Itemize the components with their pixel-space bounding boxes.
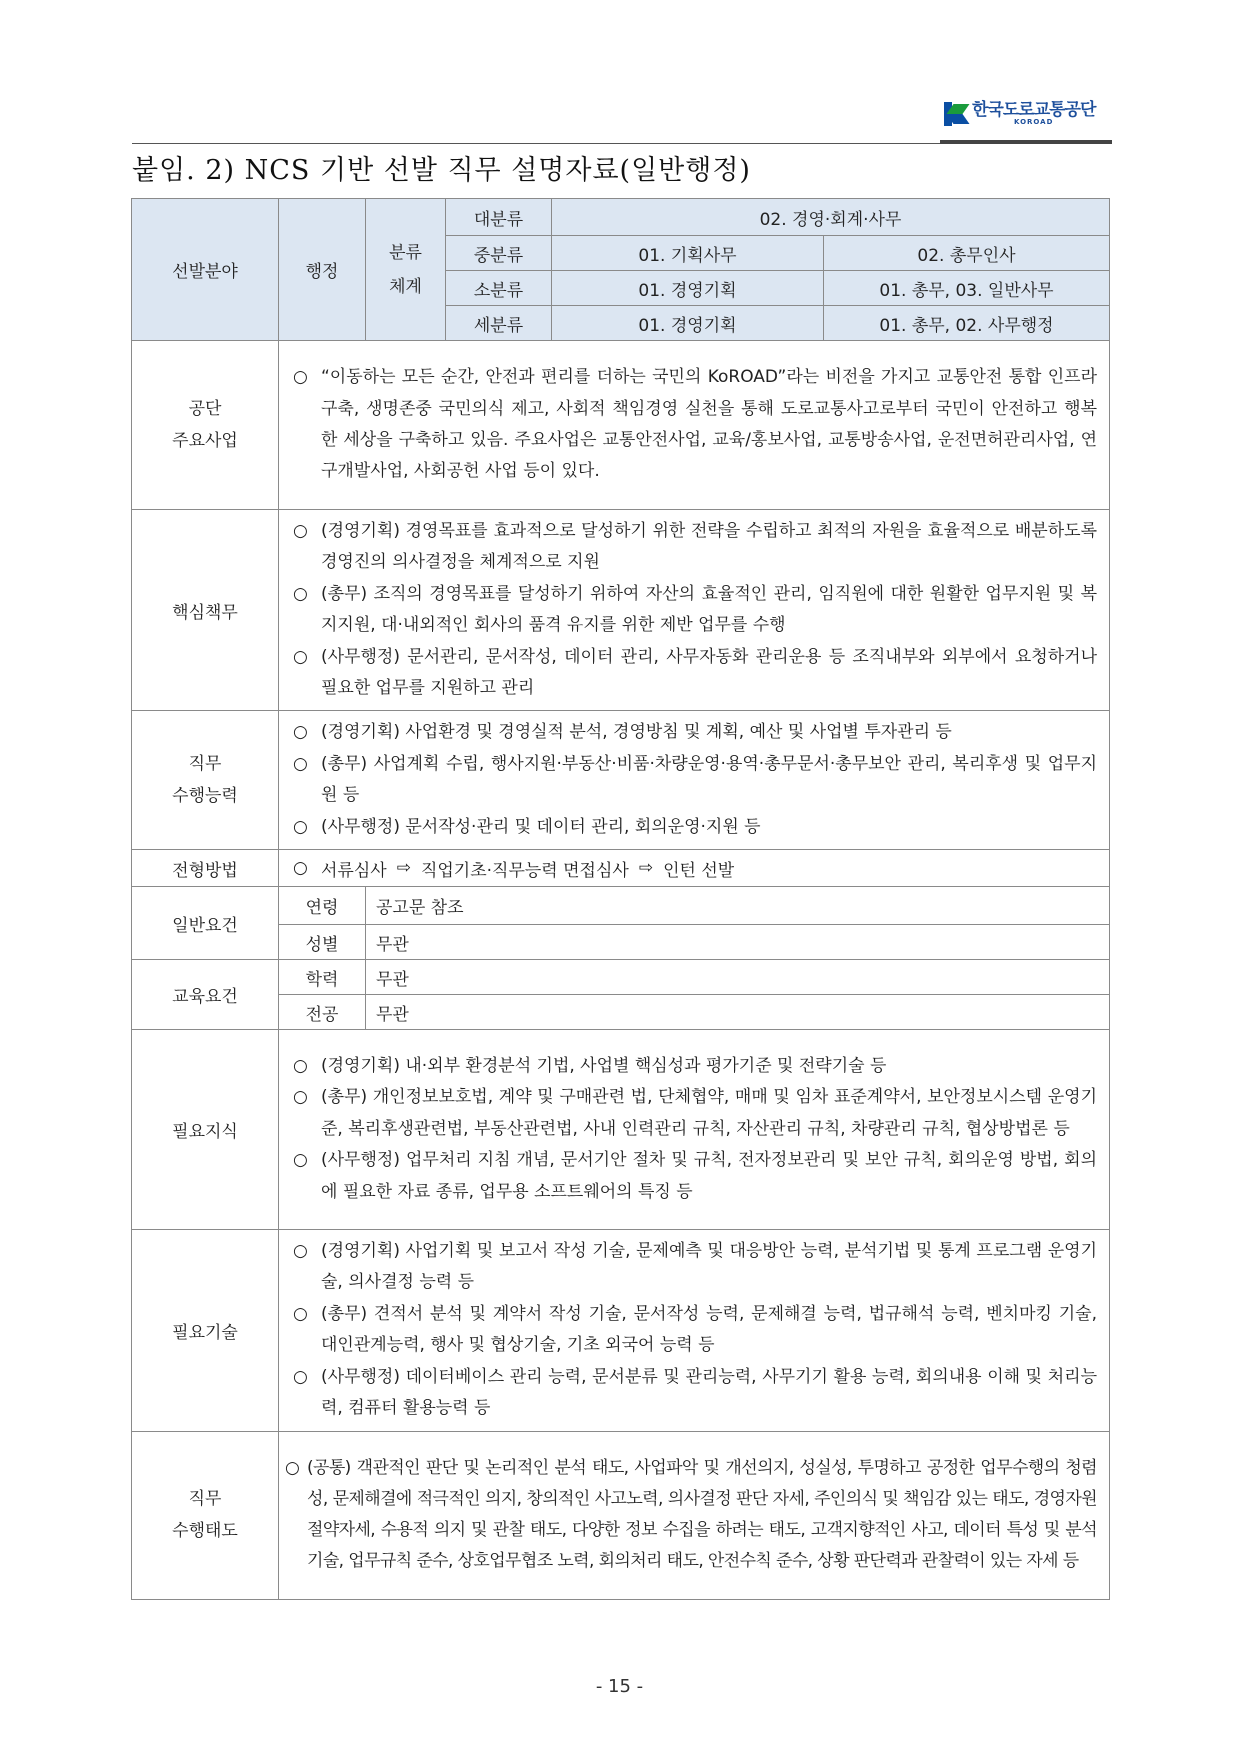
selection-field-value: 행정 [279, 199, 366, 341]
koroad-k-icon [944, 102, 968, 126]
page-number: - 15 - [595, 1676, 644, 1697]
general-row-age [132, 887, 1110, 925]
skills-label: 필요기술 [132, 1230, 279, 1431]
duty-item: (사무행정) 문서관리, 문서작성, 데이터 관리, 사무자동화 관리운용 등 조직내부와 외부에서 요청하거나 필요한 업무를 지원하고 관리 [321, 646, 1097, 699]
skills-content: ○ (경영기획) 사업기획 및 보고서 작성 기술, 문제예측 및 대응방안 능력, 분석기법 및 통계 프로그램 운영기술, 의사결정 능력 등 ○ (총무) 견적서 분석 및 계약서 작성 기술, 문서작성 능력, 문제해결 능력, 법규해석 능력, 벤치마킹 기술, 대인관계능력, 행사 및 협상기술, 기초 외국어 능력 등 ○ (사무행정) 데이터베이스 관리 능력, 문서분류 및 관리능력, 사무기기 활용 능력, 회의내용 이해 및 처리능력, 컴퓨터 활용능력 등 [279, 1230, 1110, 1431]
level-value: 02. 총무인사 [824, 236, 1110, 271]
business-label: 공단 주요사업 [132, 341, 279, 510]
job-description-table [131, 198, 1110, 1600]
knowledge-row [132, 1030, 1110, 1230]
selection-step: 인턴 선발 [663, 860, 735, 881]
knowledge-label: 필요지식 [132, 1030, 279, 1230]
requirement-value: 공고문 참조 [366, 887, 1110, 925]
ability-item: (경영기획) 사업환경 및 경영실적 분석, 경영방침 및 계획, 예산 및 사업별 투자관리 등 [321, 722, 952, 743]
business-content: ○ “이동하는 모든 순간, 안전과 편리를 더하는 국민의 KoROAD”라는 비전을 가지고 교통안전 통합 인프라 구축, 생명존중 국민의식 제고, 사회적 책임경영 실천을 통해 도로교통사고로부터 국민이 안전하고 행복한 세상을 구축하고 있음. 주요사업은 교통안전사업, 교육/홍보사업, 교통방송사업, 운전면허관리사업, 연구개발사업, 사회공헌 사업 등이 있다. [279, 341, 1110, 510]
selection-label: 전형방법 [132, 850, 279, 887]
abilities-row [132, 711, 1110, 850]
level-value: 01. 경영기획 [552, 306, 824, 341]
document-title: 붙임. 2) NCS 기반 선발 직무 설명자료(일반행정) [132, 155, 751, 186]
requirement-value: 무관 [366, 960, 1110, 995]
level-value: 01. 경영기획 [552, 271, 824, 306]
classification-row-major [132, 199, 1110, 236]
knowledge-content: ○ (경영기획) 내·외부 환경분석 기법, 사업별 핵심성과 평가기준 및 전략기술 등 ○ (총무) 개인정보보호법, 계약 및 구매관련 법, 단체협약, 매매 및 임차 표준계약서, 보안정보시스템 운영기준, 복리후생관련법, 부동산관련법, 사내 인력관리 규칙, 자산관리 규칙, 차량관리 규칙, 협상방법론 등 ○ (사무행정) 업무처리 지침 개념, 문서기안 절차 및 규칙, 전자정보관리 및 보안 규칙, 회의운영 방법, 회의에 필요한 자료 종류, 업무용 소프트웨어의 특징 등 [279, 1030, 1110, 1230]
skill-item: (경영기획) 사업기획 및 보고서 작성 기술, 문제예측 및 대응방안 능력, 분석기법 및 통계 프로그램 운영기술, 의사결정 능력 등 [321, 1241, 1097, 1293]
koroad-logo [944, 100, 1095, 128]
classification-system-label: 분류체계 [366, 199, 446, 341]
education-row-degree [132, 960, 1110, 995]
selection-step: 서류심사 [321, 860, 387, 881]
requirement-value: 무관 [366, 925, 1110, 960]
skills-row [132, 1230, 1110, 1431]
level-value: 01. 총무, 02. 사무행정 [824, 306, 1110, 341]
logo-english-text: KOROAD [1013, 118, 1054, 126]
requirement-key: 학력 [279, 960, 366, 995]
selection-step: 직업기초·직무능력 면접심사 [420, 860, 629, 881]
knowledge-item: (총무) 개인정보보호법, 계약 및 구매관련 법, 단체협약, 매매 및 임차 표준계약서, 보안정보시스템 운영기준, 복리후생관련법, 부동산관련법, 사내 인력관리 규칙, 자산관리 규칙, 차량관리 규칙, 협상방법론 등 [321, 1087, 1097, 1139]
education-label: 교육요건 [132, 960, 279, 1030]
ability-item: (총무) 사업계획 수립, 행사지원·부동산·비품·차량운영·용역·총무문서·총무보안 관리, 복리후생 및 업무지원 등 [321, 753, 1097, 806]
general-row-gender [132, 925, 1110, 960]
business-text: “이동하는 모든 순간, 안전과 편리를 더하는 국민의 KoROAD”라는 비전을 가지고 교통안전 통합 인프라 구축, 생명존중 국민의식 제고, 사회적 책임경영 실천을 통해 도로교통사고로부터 국민이 안전하고 행복한 세상을 구축하고 있음. 주요사업은 교통안전사업, 교육/홍보사업, 교통방송사업, 운전면허관리사업, 연구개발사업, 사회공헌 사업 등이 있다. [321, 367, 1097, 482]
level-label: 대분류 [446, 199, 552, 236]
attitude-content: ○ (공통) 객관적인 판단 및 논리적인 분석 태도, 사업파악 및 개선의지, 성실성, 투명하고 공정한 업무수행의 청렴성, 문제해결에 적극적인 의지, 창의적인 사고노력, 의사결정 판단 자세, 주인의식 및 책임감 있는 태도, 경영자원 절약자세, 수용적 의지 및 관찰 태도, 다양한 정보 수집을 하려는 태도, 고객지향적인 사고, 데이터 특성 및 분석 기술, 업무규칙 준수, 상호업무협조 노력, 회의처리 태도, 안전수칙 준수, 상황 판단력과 관찰력이 있는 자세 등 [279, 1431, 1110, 1599]
selection-process: ○ 서류심사 ⇨ 직업기초·직무능력 면접심사 ⇨ 인턴 선발 [279, 850, 1110, 887]
duty-item: (총무) 조직의 경영목표를 달성하기 위하여 자산의 효율적인 관리, 임직원에 대한 원활한 업무지원 및 복지지원, 대·내외적인 회사의 품격 유지를 위한 제반 업무를 수행 [321, 583, 1097, 636]
selection-field-label: 선발분야 [132, 199, 279, 341]
abilities-content: ○ (경영기획) 사업환경 및 경영실적 분석, 경영방침 및 계획, 예산 및 사업별 투자관리 등 ○ (총무) 사업계획 수립, 행사지원·부동산·비품·차량운영·용역·총무문서·총무보안 관리, 복리후생 및 업무지원 등 ○ (사무행정) 문서작성·관리 및 데이터 관리, 회의운영·지원 등 [279, 711, 1110, 850]
level-value: 01. 총무, 03. 일반사무 [824, 271, 1110, 306]
level-label: 세분류 [446, 306, 552, 341]
education-row-major [132, 995, 1110, 1030]
duties-row [132, 510, 1110, 711]
knowledge-item: (사무행정) 업무처리 지침 개념, 문서기안 절차 및 규칙, 전자정보관리 및 보안 규칙, 회의운영 방법, 회의에 필요한 자료 종류, 업무용 소프트웨어의 특징 등 [321, 1150, 1097, 1202]
requirement-value: 무관 [366, 995, 1110, 1030]
business-row [132, 341, 1110, 510]
requirement-key: 전공 [279, 995, 366, 1030]
selection-row [132, 850, 1110, 887]
general-label: 일반요건 [132, 887, 279, 960]
attitude-row [132, 1431, 1110, 1599]
duties-label: 핵심책무 [132, 510, 279, 711]
level-value: 01. 기획사무 [552, 236, 824, 271]
title-divider-accent [940, 140, 1112, 144]
level-label: 중분류 [446, 236, 552, 271]
arrow-right-icon: ⇨ [638, 858, 654, 879]
attitude-text: (공통) 객관적인 판단 및 논리적인 분석 태도, 사업파악 및 개선의지, 성실성, 투명하고 공정한 업무수행의 청렴성, 문제해결에 적극적인 의지, 창의적인 사고노력, 의사결정 판단 자세, 주인의식 및 책임감 있는 태도, 경영자원 절약자세, 수용적 의지 및 관찰 태도, 다양한 정보 수집을 하려는 태도, 고객지향적인 사고, 데이터 특성 및 분석 기술, 업무규칙 준수, 상호업무협조 노력, 회의처리 태도, 안전수칙 준수, 상황 판단력과 관찰력이 있는 자세 등 [307, 1458, 1097, 1571]
duty-item: (경영기획) 경영목표를 효과적으로 달성하기 위한 전략을 수립하고 최적의 자원을 효율적으로 배분하도록 경영진의 의사결정을 체계적으로 지원 [321, 521, 1097, 573]
knowledge-item: (경영기획) 내·외부 환경분석 기법, 사업별 핵심성과 평가기준 및 전략기술 등 [321, 1056, 887, 1077]
duties-content: ○ (경영기획) 경영목표를 효과적으로 달성하기 위한 전략을 수립하고 최적의 자원을 효율적으로 배분하도록 경영진의 의사결정을 체계적으로 지원 ○ (총무) 조직의 경영목표를 달성하기 위하여 자산의 효율적인 관리, 임직원에 대한 원활한 업무지원 및 복지지원, 대·내외적인 회사의 품격 유지를 위한 제반 업무를 수행 ○ (사무행정) 문서관리, 문서작성, 데이터 관리, 사무자동화 관리운용 등 조직내부와 외부에서 요청하거나 필요한 업무를 지원하고 관리 [279, 510, 1110, 711]
level-label: 소분류 [446, 271, 552, 306]
arrow-right-icon: ⇨ [396, 858, 411, 879]
ability-item: (사무행정) 문서작성·관리 및 데이터 관리, 회의운영·지원 등 [321, 816, 761, 837]
level-value: 02. 경영·회계·사무 [552, 199, 1110, 236]
skill-item: (사무행정) 데이터베이스 관리 능력, 문서분류 및 관리능력, 사무기기 활용 능력, 회의내용 이해 및 처리능력, 컴퓨터 활용능력 등 [321, 1366, 1097, 1419]
requirement-key: 성별 [279, 925, 366, 960]
logo-korean-text: 한국도로교통공단 [972, 100, 1096, 120]
abilities-label: 직무 수행능력 [132, 711, 279, 850]
attitude-label: 직무 수행태도 [132, 1431, 279, 1599]
requirement-key: 연령 [279, 887, 366, 925]
skill-item: (총무) 견적서 분석 및 계약서 작성 기술, 문서작성 능력, 문제해결 능력, 법규해석 능력, 벤치마킹 기술, 대인관계능력, 행사 및 협상기술, 기초 외국어 능력 등 [321, 1303, 1097, 1356]
